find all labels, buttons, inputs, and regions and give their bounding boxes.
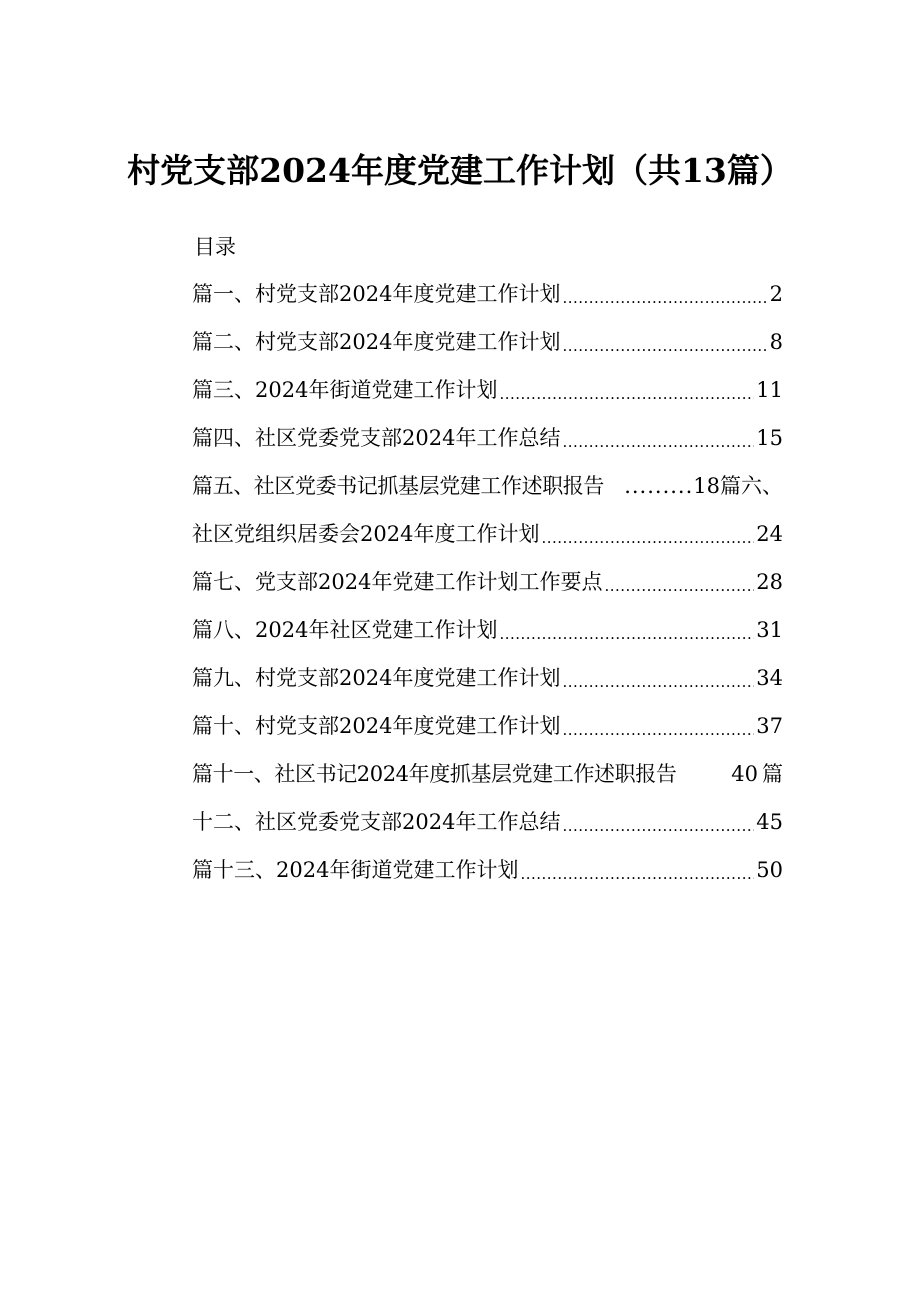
toc-dot-leader (604, 564, 754, 600)
toc-entry[interactable] (192, 516, 783, 552)
toc-entry[interactable] (192, 612, 783, 648)
toc-entry[interactable] (192, 276, 783, 312)
toc-dot-leader (499, 372, 754, 408)
toc-dot-leader: ......... (624, 474, 694, 498)
toc-entry-page: 28 (756, 570, 783, 594)
toc-entry-label: 篇五、社区党委书记抓基层党建工作述职报告 (192, 474, 604, 498)
toc-dot-leader (562, 708, 754, 744)
toc-entry-label: 篇八、2024年社区党建工作计划 (192, 618, 498, 642)
toc-entry-page: 34 (756, 666, 783, 690)
toc-dot-leader (562, 276, 767, 312)
toc-entry[interactable] (192, 468, 783, 504)
toc-entry-label: 篇三、2024年街道党建工作计划 (192, 378, 498, 402)
toc-entry-page: 11 (756, 378, 783, 402)
toc-entry-page: 40 (731, 762, 758, 786)
toc-entry-label: 篇十、村党支部2024年度党建工作计划 (192, 714, 561, 738)
toc-entry-label: 篇四、社区党委党支部2024年工作总结 (192, 426, 561, 450)
toc-dot-leader (562, 660, 754, 696)
toc-entry[interactable] (192, 756, 783, 792)
toc-entry-label: 篇一、村党支部2024年度党建工作计划 (192, 282, 561, 306)
toc-entry-label: 社区党组织居委会2024年度工作计划 (192, 522, 540, 546)
toc-entry-label: 十二、社区党委党支部2024年工作总结 (192, 810, 561, 834)
toc-entry[interactable] (192, 372, 783, 408)
toc-entry-label: 篇九、村党支部2024年度党建工作计划 (192, 666, 561, 690)
toc-entry-label: 篇十三、2024年街道党建工作计划 (192, 858, 519, 882)
toc-dot-leader (562, 804, 754, 840)
toc-entry-page: 45 (756, 810, 783, 834)
toc-entry-page: 31 (756, 618, 783, 642)
toc-dot-leader (499, 612, 754, 648)
toc-entry-page: 37 (756, 714, 783, 738)
toc-entry[interactable] (192, 420, 783, 456)
toc-entry[interactable] (192, 564, 783, 600)
document-title: 村党支部2024年度党建工作计划（共13篇） (127, 151, 793, 190)
toc-entry-page: 2 (769, 282, 783, 306)
toc-dot-leader (520, 852, 754, 888)
toc-entry-page: 50 (756, 858, 783, 882)
toc-entry-continuation: 篇 (762, 762, 783, 786)
toc-heading: 目录 (194, 235, 236, 259)
toc-entry[interactable] (192, 804, 783, 840)
toc-dot-leader (562, 324, 767, 360)
toc-entry[interactable] (192, 708, 783, 744)
toc-dot-leader (562, 420, 754, 456)
toc-entry-continuation: 篇六、 (720, 474, 783, 498)
toc-entry-page: 8 (769, 330, 783, 354)
toc-entry-label: 篇七、党支部2024年党建工作计划工作要点 (192, 570, 603, 594)
toc-dot-leader (541, 516, 754, 552)
toc-entry-label: 篇十一、社区书记2024年度抓基层党建工作述职报告 (192, 762, 677, 786)
toc-entry-page: 24 (756, 522, 783, 546)
toc-entry-page: 18 (693, 474, 720, 498)
toc-entry-label: 篇二、村党支部2024年度党建工作计划 (192, 330, 561, 354)
toc-entry-page: 15 (756, 426, 783, 450)
toc-entry[interactable] (192, 324, 783, 360)
toc-entry[interactable] (192, 660, 783, 696)
toc-entry[interactable] (192, 852, 783, 888)
